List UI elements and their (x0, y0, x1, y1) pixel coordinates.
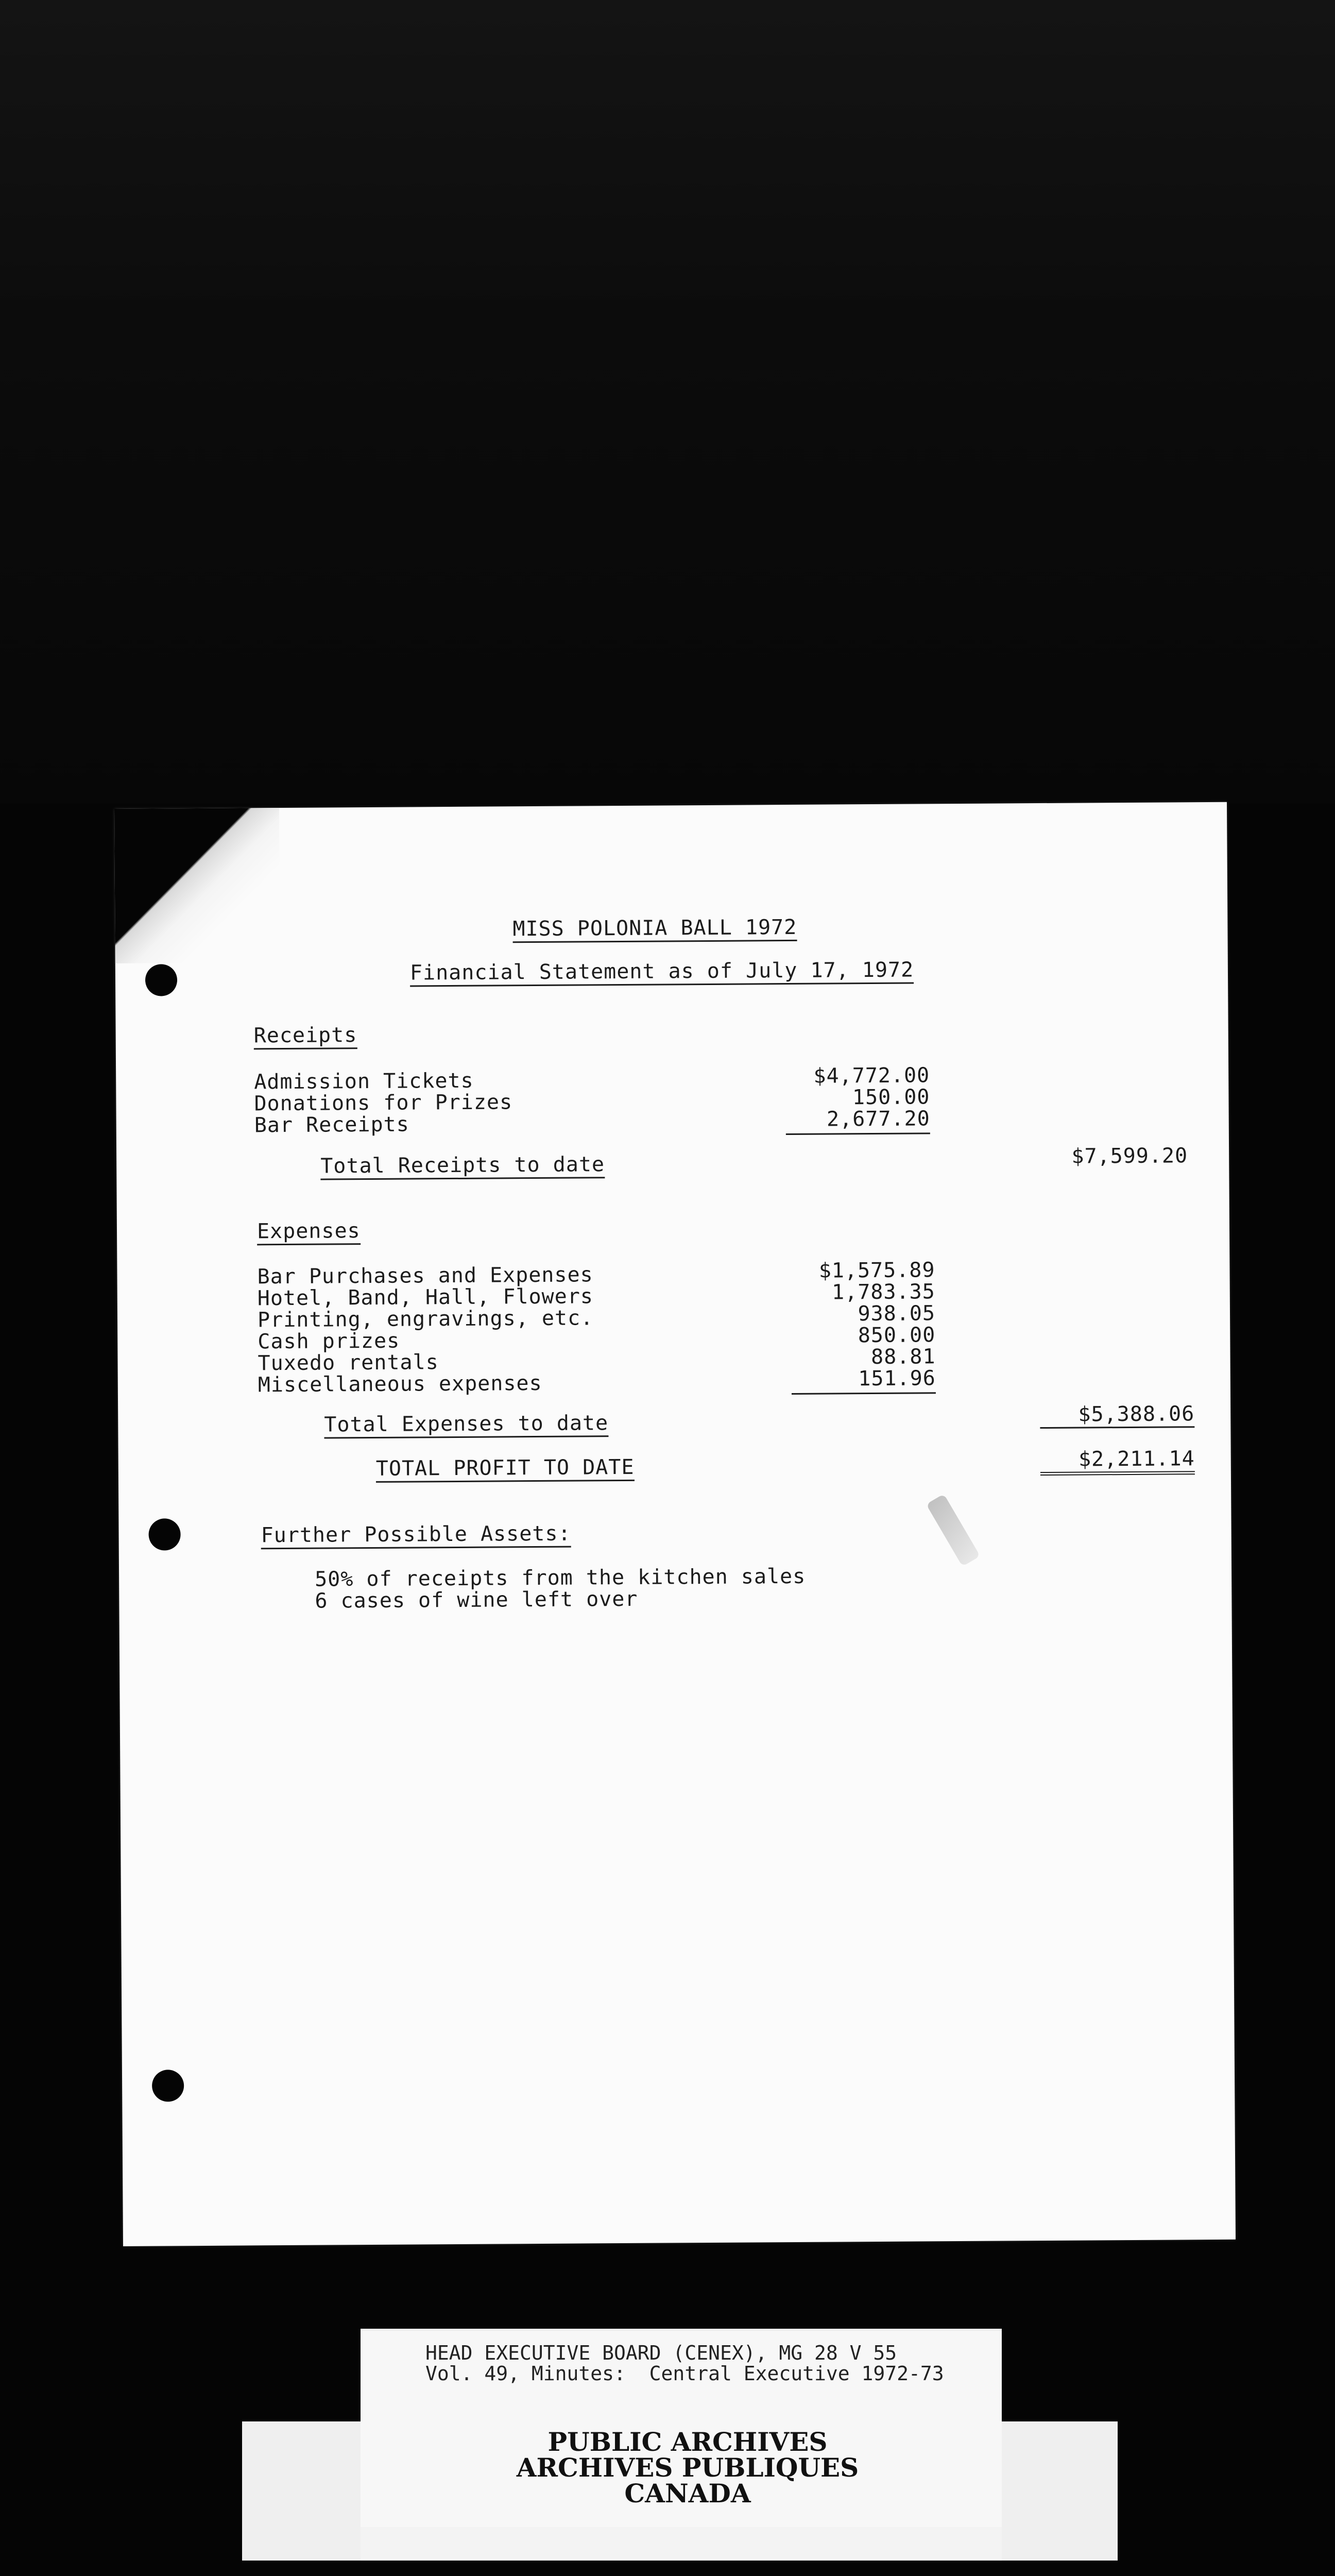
expenses-heading: Expenses (257, 1219, 361, 1245)
public-archives-stamp (464, 2427, 912, 2509)
expense-amount: 1,783.35 (831, 1280, 935, 1304)
expense-label: Cash prizes (258, 1329, 400, 1354)
expense-label: Miscellaneous expenses (258, 1371, 542, 1397)
assets-heading: Further Possible Assets: (261, 1522, 571, 1550)
receipt-amount: $4,772.00 (813, 1063, 930, 1088)
expense-amount: 151.96 (858, 1366, 936, 1391)
target-notch-right (1002, 2329, 1118, 2421)
ink-smudge (926, 1494, 980, 1567)
expenses-subtotal-rule (792, 1392, 936, 1395)
total-expenses-label: Total Expenses to date (324, 1412, 608, 1438)
expense-label: Bar Purchases and Expenses (257, 1263, 593, 1289)
receipt-amount: 2,677.20 (826, 1107, 930, 1131)
expense-label: Tuxedo rentals (258, 1350, 439, 1376)
receipts-heading: Receipts (254, 1024, 357, 1049)
expense-amount: $1,575.89 (818, 1258, 935, 1283)
archive-label-line2: Vol. 49, Minutes: Central Executive 1972-73 (425, 2362, 944, 2385)
total-receipts-label: Total Receipts to date (320, 1153, 605, 1180)
total-profit-amount: $2,211.14 (1040, 1447, 1195, 1476)
target-notch-left (242, 2329, 361, 2421)
punch-hole-bottom (152, 2070, 184, 2102)
total-receipts-amount: $7,599.20 (1071, 1144, 1188, 1168)
stamp-line-3: CANADA (624, 2478, 751, 2509)
expense-label: Hotel, Band, Hall, Flowers (257, 1284, 594, 1311)
expense-amount: 938.05 (858, 1301, 936, 1326)
receipts-subtotal-rule (786, 1132, 930, 1135)
expense-amount: 88.81 (870, 1345, 936, 1369)
total-profit-label: TOTAL PROFIT TO DATE (376, 1456, 635, 1483)
receipt-label: Admission Tickets (254, 1069, 474, 1094)
asset-item: 50% of receipts from the kitchen sales (315, 1564, 806, 1591)
asset-item: 6 cases of wine left over (315, 1587, 638, 1613)
archive-label-strip (361, 2527, 1002, 2558)
stamp-line-2: ARCHIVES PUBLIQUES (516, 2452, 859, 2483)
archive-label-line1: HEAD EXECUTIVE BOARD (CENEX), MG 28 V 55 (425, 2342, 897, 2364)
punch-hole-top (145, 964, 177, 996)
receipt-label: Donations for Prizes (254, 1090, 513, 1116)
film-background-top (0, 0, 1335, 804)
expense-amount: 850.00 (858, 1323, 936, 1348)
expense-label: Printing, engravings, etc. (257, 1306, 594, 1332)
document-page (114, 802, 1236, 2246)
stamp-line-1: PUBLIC ARCHIVES (547, 2427, 828, 2457)
document-title: MISS POLONIA BALL 1972 (512, 916, 797, 943)
receipt-label: Bar Receipts (254, 1112, 409, 1138)
total-expenses-amount: $5,388.06 (1040, 1402, 1194, 1429)
receipt-amount: 150.00 (852, 1085, 930, 1110)
punch-hole-middle (148, 1518, 180, 1550)
document-subtitle: Financial Statement as of July 17, 1972 (410, 959, 914, 987)
folded-corner (114, 808, 280, 963)
